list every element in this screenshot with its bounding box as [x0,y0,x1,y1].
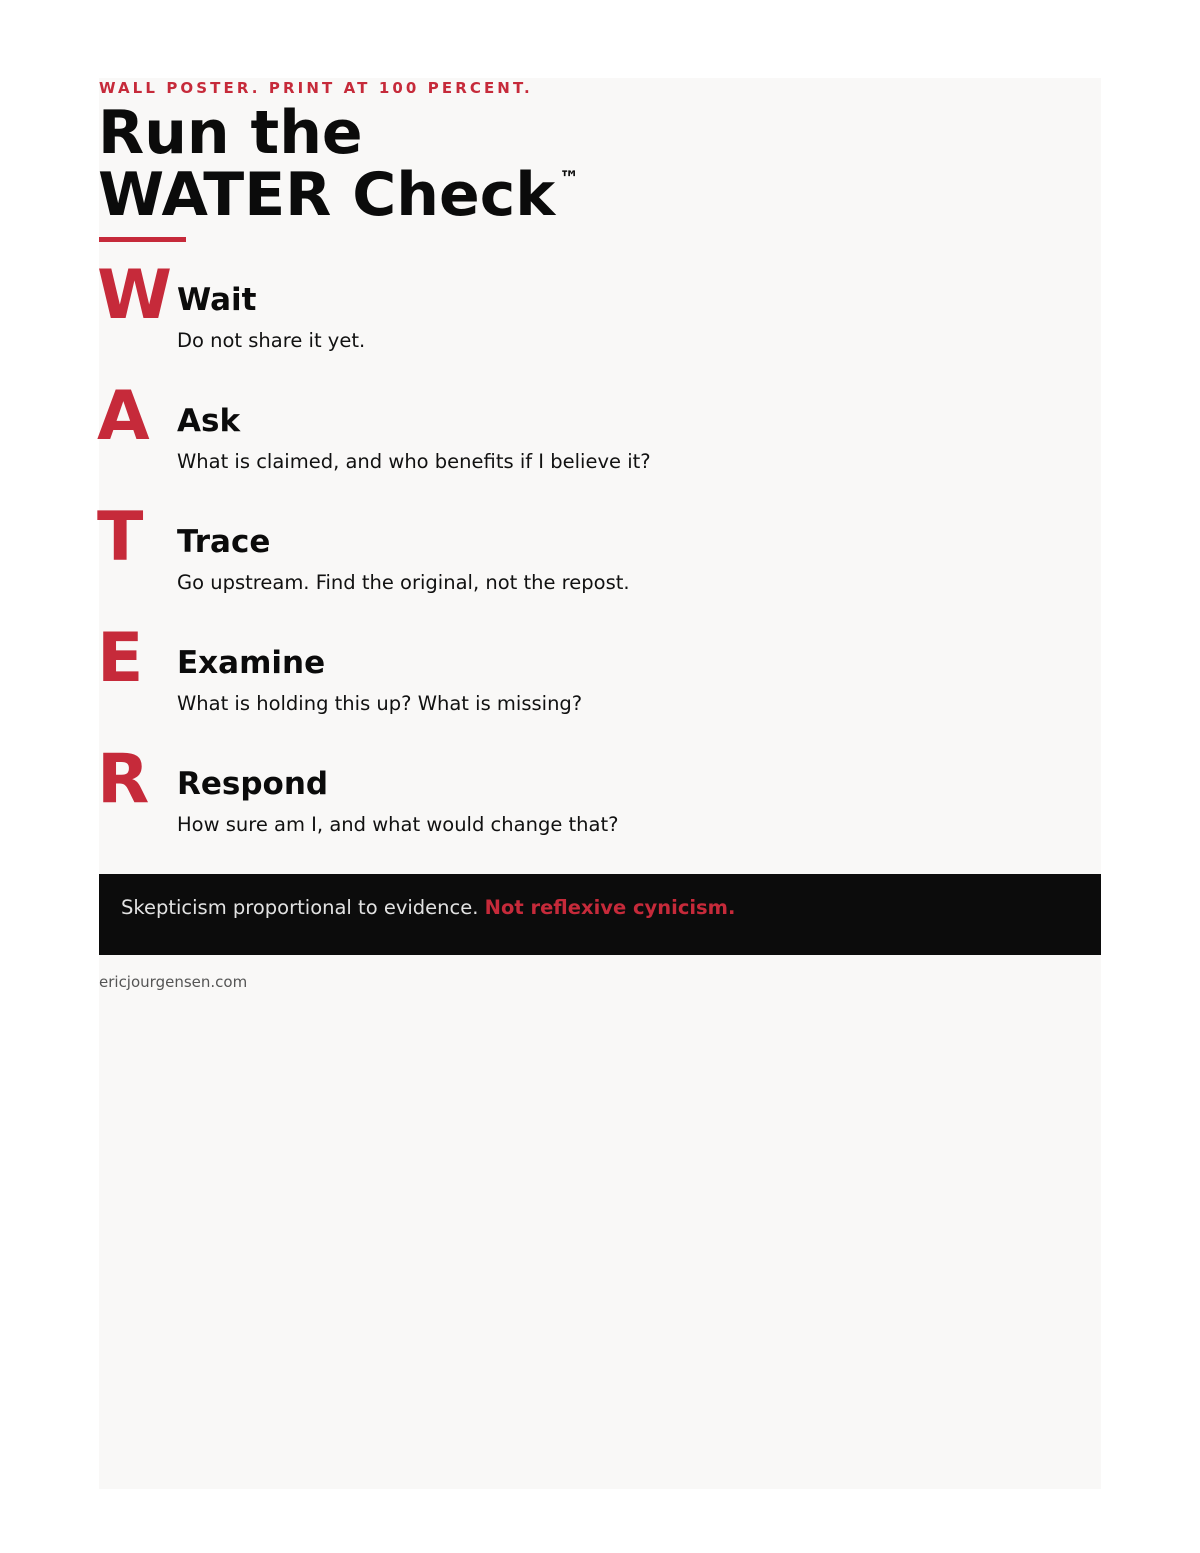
step-letter: A [97,377,150,456]
step-description: How sure am I, and what would change that? [177,813,619,836]
step-letter: W [97,256,173,335]
title-line-2 [98,160,580,230]
step-ask [97,377,997,497]
title-line-2-text: WATER Check [98,160,556,230]
step-description: Go upstream. Find the original, not the repost. [177,571,630,594]
step-respond [97,740,997,860]
step-letter: R [97,740,150,819]
tagline-text [121,896,735,920]
tagline-banner [99,874,1101,955]
footer-website: ericjourgensen.com [99,973,248,991]
tagline-accent: Not reflexive cynicism. [484,896,736,919]
step-word: Examine [177,645,326,681]
step-wait [97,256,997,376]
eyebrow-label: WALL POSTER. PRINT AT 100 PERCENT. [99,79,533,97]
step-word: Wait [177,282,257,318]
tagline-lead: Skepticism proportional to evidence. [121,896,479,919]
trademark-symbol: ™ [559,166,580,190]
step-letter: T [97,498,144,577]
title-line-1: Run the [98,98,363,168]
step-trace [97,498,997,618]
step-word: Ask [177,403,241,439]
step-letter: E [97,619,144,698]
step-description: What is claimed, and who benefits if I believe it? [177,450,651,473]
step-word: Respond [177,766,329,802]
step-examine [97,619,997,739]
poster-title [98,98,580,230]
title-accent-rule [99,237,186,242]
step-description: What is holding this up? What is missing? [177,692,583,715]
step-word: Trace [177,524,271,560]
step-description: Do not share it yet. [177,329,366,352]
